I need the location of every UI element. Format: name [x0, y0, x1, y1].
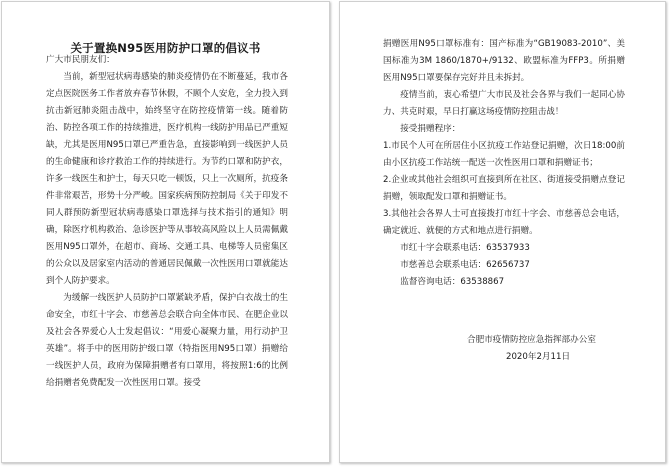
signature-organization: 合肥市疫情防控应急指挥部办公室 [467, 335, 596, 345]
left-page-body [46, 52, 288, 392]
salutation: 广大市民朋友们： [46, 55, 115, 65]
contact-supervision: 监督咨询电话：63538867 [400, 277, 505, 287]
paragraph-background: 当前，新型冠状病毒感染的肺炎疫情仍在不断蔓延，我市各定点医院医务工作者放弃春节休假，不顾个人安危，全力投入到抗击新冠肺炎阻击战中，始终坚守在防控疫情第一线。随着防治、防控各项工作的持续推进，医疗机构一线防护用品已严重短缺，尤其是医用N95口罩已严重告急，直接影响到一线医护人员的生命健康和诊疗救治工作的持续进行。为节约口罩和防护衣，许多一线医生和护士，每天只吃一顿饭，只上一次厕所，抗疫条件非常艰苦，形势十分严峻。国家疾病预防控制局《关于印发不同人群预防新型冠状病毒感染口罩选择与技术指引的通知》明确，除医疗机构救治、急诊医护等从事较高风险以上人员需佩戴医用N95口罩外，在超市、商场、交通工具、电梯等人员密集区的公众以及居家室内活动的普通居民佩戴一次性医用口罩就能达到个人防护要求。 [46, 72, 288, 286]
procedure-item-1: 1.市民个人可在所居住小区抗疫工作站登记捐赠，次日18:00前由小区抗疫工作站统一配送一次性医用口罩和捐赠证书； [383, 141, 625, 168]
procedure-item-2: 2.企业或其他社会组织可直接到所在社区、街道接受捐赠点登记捐赠，领取配发口罩和捐赠证书。 [383, 175, 625, 202]
signature-date: 2020年2月11日 [506, 352, 571, 362]
donation-procedure-heading: 接受捐赠程序： [400, 124, 461, 134]
document-page-left [1, 1, 330, 463]
paragraph-initiative: 为缓解一线医护人员防护口罩紧缺矛盾，保护白衣战士的生命安全，市红十字会、市慈善总会联合向全体市民、在肥企业以及社会各界爱心人士发起倡议：“用爱心凝聚力量，用行动护卫英雄”。将手中的医用防护级口罩（特指医用N95口罩）捐赠给一线医护人员，政府为保障捐赠者有口罩用，将按照1:6的比例给捐赠者免费配发一次性医用口罩。接受 [46, 293, 288, 388]
contact-red-cross: 市红十字会联系电话：63537933 [400, 243, 530, 253]
contact-charity: 市慈善总会联系电话：62656737 [400, 260, 530, 270]
right-page-body [383, 36, 625, 291]
paragraph-appeal: 疫情当前，衷心希望广大市民及社会各界与我们一起同心协力、共克时艰，早日打赢这场疫情防控阻击战！ [383, 90, 625, 117]
procedure-item-3: 3.其他社会各界人士可直接拨打市红十字会、市慈善总会电话，确定就近、就便的方式和地点进行捐赠。 [383, 209, 625, 236]
document-title: 关于置换N95医用防护口罩的倡议书 [70, 41, 261, 55]
document-page-right [339, 1, 666, 463]
paragraph-mask-standards: 捐赠医用N95口罩标准有：国产标准为“GB19083-2010”、美国标准为3M 1860/1870+/9132、欧盟标准为FFP3。所捐赠医用N95口罩要保存完好并且未拆封。 [383, 39, 625, 83]
